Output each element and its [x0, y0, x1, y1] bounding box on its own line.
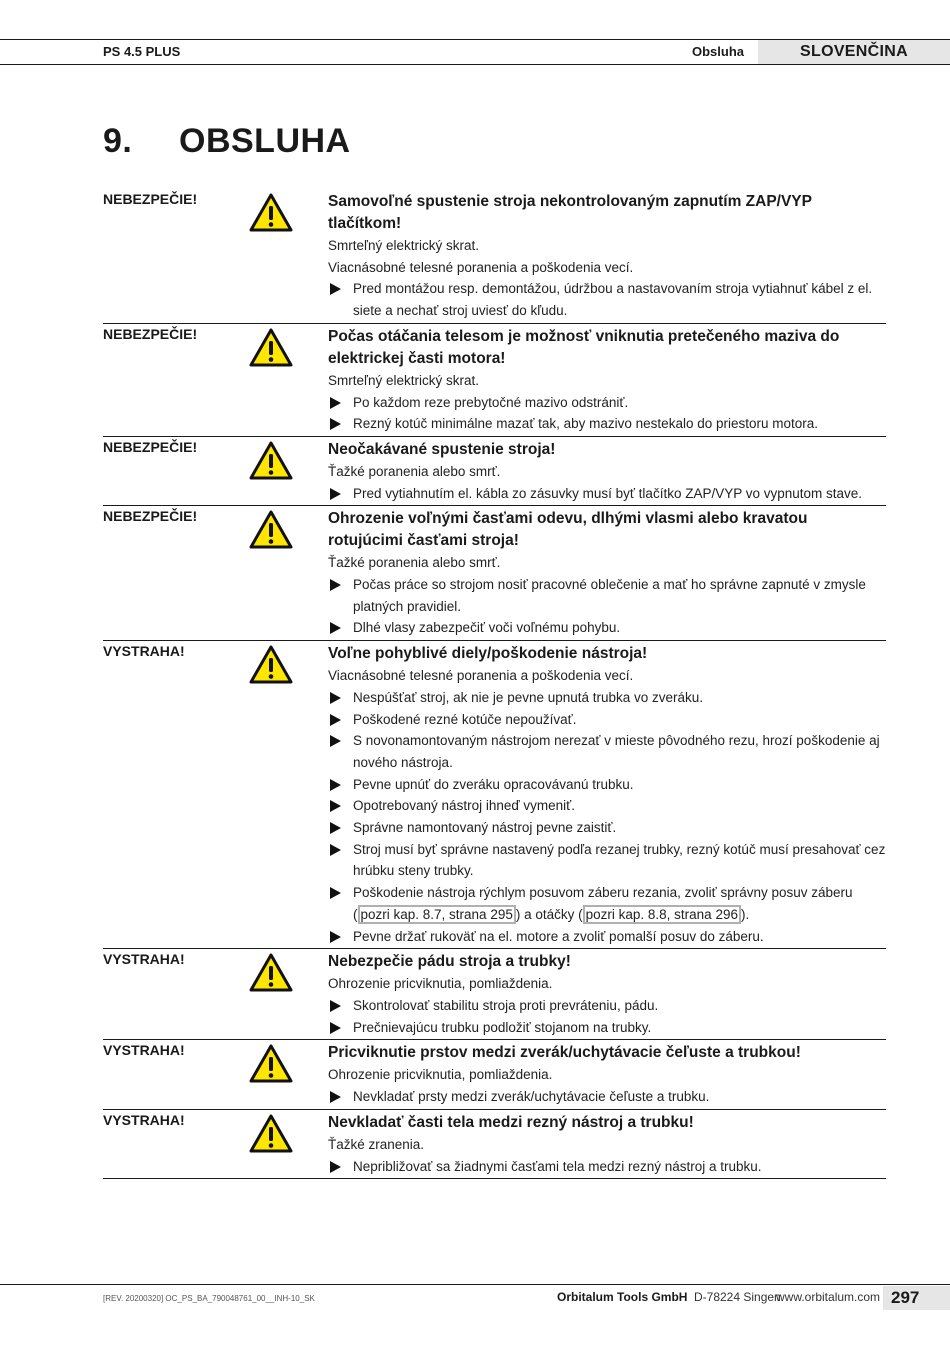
warning-title: Počas otáčania telesom je možnosť vniknutia pretečeného maziva do elektrickej časti motora!	[328, 327, 840, 367]
warning-level: VYSTRAHA!	[103, 1042, 185, 1059]
warning-title: Pricviknutie prstov medzi zverák/uchytávacie čeľuste a trubkou!	[328, 1044, 801, 1062]
warning-triangle-icon	[249, 510, 293, 550]
footer-company: Orbitalum Tools GmbH	[557, 1290, 688, 1304]
bullet-arrow-icon	[330, 692, 341, 704]
bullet-arrow-icon	[330, 488, 341, 500]
bullet-item	[328, 278, 886, 321]
bullet-item	[328, 839, 886, 882]
warning-consequence: Ťažké poranenia alebo smrť.	[328, 463, 501, 479]
bullet-text: Poškodené rezné kotúče nepoužívať.	[353, 711, 577, 727]
bullet-arrow-icon	[330, 735, 341, 747]
bullet-item	[328, 574, 886, 617]
warning-level: VYSTRAHA!	[103, 1111, 185, 1128]
bullet-item	[328, 1017, 886, 1039]
warning-triangle-icon	[249, 441, 293, 481]
bullet-arrow-icon	[330, 283, 341, 295]
bullet-item	[328, 926, 886, 948]
bullet-arrow-icon	[330, 822, 341, 834]
bullet-arrow-icon	[330, 1000, 341, 1012]
bullet-arrow-icon	[330, 418, 341, 430]
bullet-item	[328, 709, 886, 731]
bullet-arrow-icon	[330, 714, 341, 726]
bullet-text: Nespúšťať stroj, ak nie je pevne upnutá trubka vo zveráku.	[353, 689, 704, 705]
bullet-text: Správne namontovaný nástroj pevne zaistiť.	[353, 820, 617, 836]
bullet-item	[328, 795, 886, 817]
bullet-arrow-icon	[330, 579, 341, 591]
footer-rule	[0, 1284, 950, 1285]
bullet-item	[328, 392, 886, 414]
bullet-item	[328, 774, 886, 796]
bullet-arrow-icon	[330, 1022, 341, 1034]
footer-address: D-78224 Singen	[694, 1290, 781, 1304]
warning-body	[328, 1042, 886, 1107]
warning-level: NEBEZPEČIE!	[103, 508, 198, 525]
warning-row	[103, 1110, 886, 1179]
warning-level: VYSTRAHA!	[103, 951, 185, 968]
bullet-arrow-icon	[330, 931, 341, 943]
warning-body	[328, 191, 886, 322]
warning-title: Voľne pohyblivé diely/poškodenie nástroja!	[328, 645, 648, 663]
bullet-text: Pred montážou resp. demontážou, údržbou a nastavovaním stroja vytiahnuť kábel z el. siete a nechať stroj uviesť do kľudu.	[353, 281, 873, 319]
bullet-arrow-icon	[330, 887, 341, 899]
warning-level: VYSTRAHA!	[103, 643, 185, 660]
bullet-item	[328, 995, 886, 1017]
warning-triangle-icon	[249, 193, 293, 233]
header-product: PS 4.5 PLUS	[103, 44, 181, 59]
bullet-item	[328, 413, 886, 435]
warning-title: Nebezpečie pádu stroja a trubky!	[328, 953, 571, 971]
header-section: Obsluha	[692, 44, 745, 59]
warning-title: Neočakávané spustenie stroja!	[328, 440, 556, 458]
bullet-arrow-icon	[330, 397, 341, 409]
bullet-text: Skontrolovať stabilitu stroja proti prevráteniu, pádu.	[353, 997, 659, 1013]
footer-website[interactable]: www.orbitalum.com	[776, 1290, 881, 1304]
warning-triangle-icon	[249, 953, 293, 993]
warning-consequence: Viacnásobné telesné poranenia a poškodenia vecí.	[328, 668, 634, 684]
bullet-arrow-icon	[330, 800, 341, 812]
warning-body	[328, 326, 886, 435]
warning-level: NEBEZPEČIE!	[103, 191, 198, 207]
bullet-text: Pevne držať rukoväť na el. motore a zvoliť pomalší posuv do záberu.	[353, 928, 764, 944]
warning-consequence: Smrteľný elektrický skrat.	[328, 238, 479, 253]
warning-body	[328, 643, 886, 947]
warning-body	[328, 439, 886, 504]
bullet-text: Poškodenie nástroja rýchlym posuvom záberu rezania, zvoliť správny posuv záberu (	[353, 885, 853, 922]
bullet-text: Rezný kotúč minimálne mazať tak, aby mazivo nestekalo do priestoru motora.	[353, 416, 819, 432]
warning-triangle-icon	[249, 1114, 293, 1154]
cross-reference-link[interactable]: pozri kap. 8.8, strana 296	[583, 905, 741, 924]
warning-consequence: Ťažké poranenia alebo smrť.	[328, 555, 501, 571]
warning-title: Samovoľné spustenie stroja nekontrolovaným zapnutím ZAP/VYP tlačítkom!	[328, 193, 812, 232]
bullet-text: Stroj musí byť správne nastavený podľa rezanej trubky, rezný kotúč musí presahovať cez hrúbku steny trubky.	[353, 841, 886, 879]
footer-revision: [REV. 20200320] OC_PS_BA_790048761_00__INH-10_SK	[103, 1294, 315, 1303]
bullet-arrow-icon	[330, 844, 341, 856]
warning-row	[103, 324, 886, 437]
bullet-text: S novonamontovaným nástrojom nerezať v mieste pôvodného rezu, hrozí poškodenie aj nového nástroja.	[353, 733, 880, 770]
warning-body	[328, 951, 886, 1038]
warning-row	[103, 641, 886, 949]
chapter-number: 9.	[103, 122, 133, 160]
bullet-item	[328, 1156, 886, 1178]
warning-triangle-icon	[249, 1044, 293, 1084]
warning-row	[103, 1040, 886, 1109]
bullet-text: Po každom reze prebytočné mazivo odstrániť.	[353, 394, 629, 410]
bullet-text: Pevne upnúť do zveráku opracovávanú trubku.	[353, 776, 634, 792]
chapter-title: OBSLUHA	[179, 122, 351, 160]
page-number: 297	[883, 1286, 950, 1310]
bullet-text: Nepribližovať sa žiadnymi časťami tela medzi rezný nástroj a trubku.	[353, 1158, 762, 1174]
warning-triangle-icon	[249, 645, 293, 685]
warning-body	[328, 508, 886, 639]
bullet-item	[328, 617, 886, 639]
bullet-text: ) a otáčky (	[515, 906, 583, 922]
bullet-item	[328, 730, 886, 773]
bullet-text: Pred vytiahnutím el. kábla zo zásuvky musí byť tlačítko ZAP/VYP vo vypnutom stave.	[353, 485, 863, 501]
warning-row	[103, 437, 886, 506]
bullet-item	[328, 882, 886, 925]
warning-level: NEBEZPEČIE!	[103, 438, 198, 455]
header-language: SLOVENČINA	[758, 40, 950, 64]
warning-row	[103, 189, 886, 324]
bullet-item	[328, 687, 886, 709]
warning-consequence: Ohrozenie pricviknutia, pomliaždenia.	[328, 1067, 553, 1083]
bullet-arrow-icon	[330, 779, 341, 791]
bullet-text: Dlhé vlasy zabezpečiť voči voľnému pohybu.	[353, 620, 621, 636]
bullet-text: Opotrebovaný nástroj ihneď vymeniť.	[353, 798, 575, 814]
bullet-item	[328, 1086, 886, 1108]
warning-title: Nevkladať časti tela medzi rezný nástroj a trubku!	[328, 1113, 694, 1131]
bullet-text: Počas práce so strojom nosiť pracovné oblečenie a mať ho správne zapnuté v zmysle platných pravidiel.	[353, 577, 866, 614]
bullet-text: ).	[740, 906, 750, 922]
warning-body	[328, 1112, 886, 1177]
bullet-text: Prečnievajúcu trubku podložiť stojanom na trubky.	[353, 1019, 652, 1035]
cross-reference-link[interactable]: pozri kap. 8.7, strana 295	[358, 905, 516, 924]
warning-consequence: Ohrozenie pricviknutia, pomliaždenia.	[328, 976, 553, 992]
warning-consequence: Smrteľný elektrický skrat.	[328, 372, 479, 388]
chapter-heading	[103, 122, 351, 161]
warning-title: Ohrozenie voľnými časťami odevu, dlhými vlasmi alebo kravatou rotujúcimi časťami stroja!	[328, 510, 808, 550]
bullet-arrow-icon	[330, 1161, 341, 1173]
bullet-item	[328, 483, 886, 505]
warning-row	[103, 506, 886, 641]
warning-consequence: Ťažké zranenia.	[328, 1136, 425, 1152]
warning-level: NEBEZPEČIE!	[103, 325, 198, 342]
bullet-text: Nevkladať prsty medzi zverák/uchytávacie čeľuste a trubku.	[353, 1089, 710, 1105]
warning-consequence: Viacnásobné telesné poranenia a poškodenia vecí.	[328, 259, 634, 275]
bullet-item	[328, 817, 886, 839]
warning-triangle-icon	[249, 328, 293, 368]
bullet-arrow-icon	[330, 1091, 341, 1103]
header-rule-bottom	[0, 64, 950, 65]
warnings-table	[103, 189, 886, 1179]
warning-row	[103, 949, 886, 1040]
bullet-arrow-icon	[330, 622, 341, 634]
